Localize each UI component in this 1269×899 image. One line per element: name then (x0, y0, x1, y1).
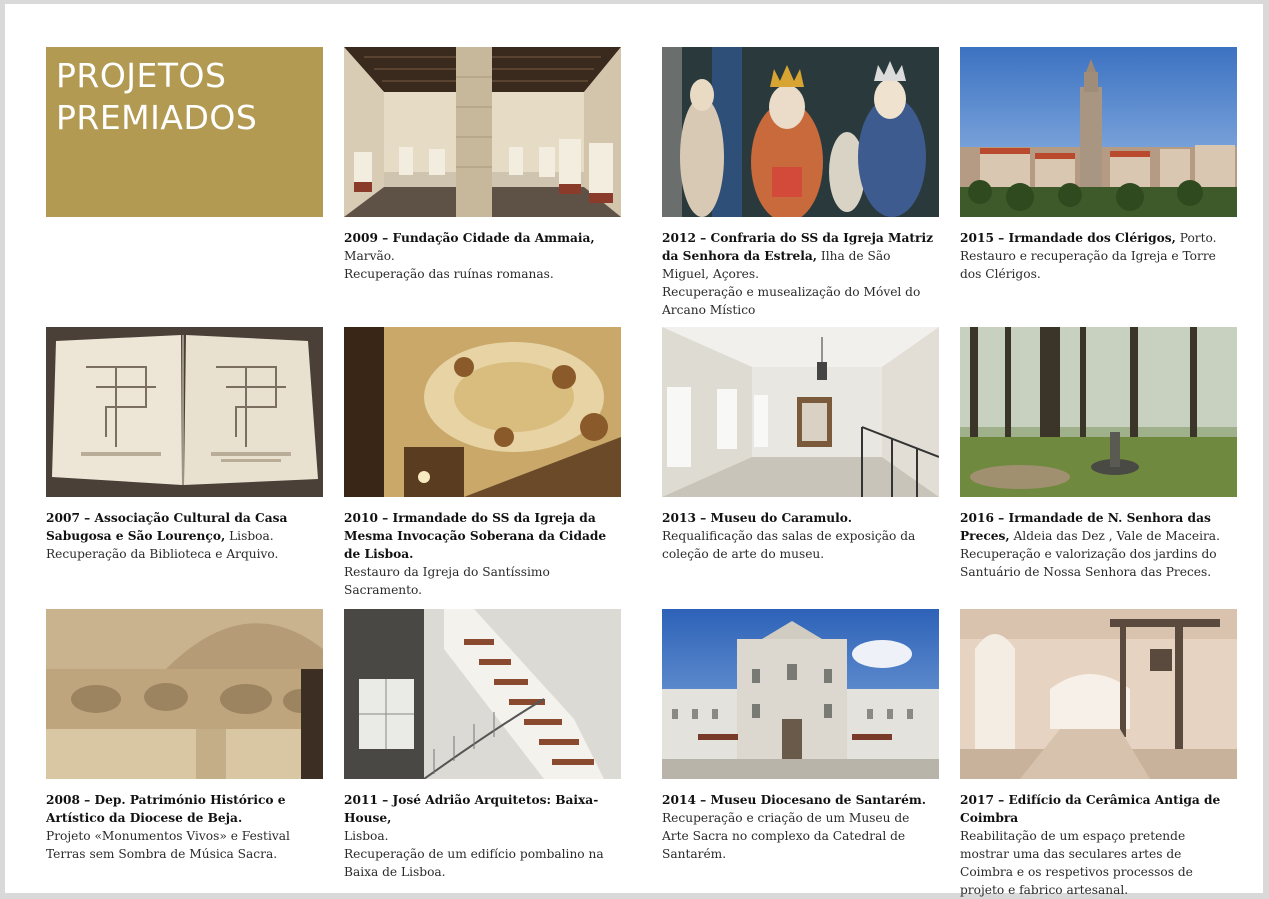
project-year: 2016 (960, 511, 994, 525)
project-card-2012 (662, 47, 939, 319)
project-card-2011 (344, 609, 621, 881)
project-description: Recuperação e musealização do Móvel do Arcano Místico (662, 285, 921, 317)
staircase-photo (344, 609, 621, 779)
project-place: Marvão. (344, 249, 395, 263)
project-card-2007 (46, 327, 323, 563)
project-description: Recuperação de um edifício pombalino na Baixa de Lisboa. (344, 847, 604, 879)
project-caption-2015: 2015 – Irmandade dos Clérigos, Porto. Restauro e recuperação da Igreja e Torre dos Clérigos. (960, 229, 1237, 283)
project-caption-2017: 2017 – Edifício da Cerâmica Antiga de Coimbra Reabilitação de um espaço pretende mostrar uma das seculares artes de Coimbra e os respetivos processos de projeto e fabrico artesanal. (960, 791, 1237, 899)
clerigos-tower-photo (960, 47, 1237, 217)
project-caption-2016: 2016 – Irmandade de N. Senhora das Preces, Aldeia das Dez , Vale de Maceira. Recuperação e valorização dos jardins do Santuário de Nossa Senhora das Preces. (960, 509, 1237, 581)
project-caption-2007: 2007 – Associação Cultural da Casa Sabugosa e São Lourenço, Lisboa. Recuperação da Biblioteca e Arquivo. (46, 509, 323, 563)
museum-gallery-photo (662, 327, 939, 497)
project-caption-2010: 2010 – Irmandade do SS da Igreja da Mesma Invocação Soberana da Cidade de Lisboa. Restauro da Igreja do Santíssimo Sacramento. (344, 509, 621, 599)
project-description: Recuperação das ruínas romanas. (344, 267, 554, 281)
santarem-cathedral-photo (662, 609, 939, 779)
project-year: 2014 (662, 793, 696, 807)
title-box (46, 47, 323, 217)
project-description: Restauro da Igreja do Santíssimo Sacramento. (344, 565, 550, 597)
page-title-line1: PROJETOS (56, 56, 227, 95)
project-year: 2012 (662, 231, 696, 245)
project-caption-2008: 2008 – Dep. Património Histórico e Artístico da Diocese de Beja. Projeto «Monumentos Vivos» e Festival Terras sem Sombra de Música Sacra. (46, 791, 323, 863)
project-year: 2011 (344, 793, 378, 807)
project-place: Ilha de São Miguel, Açores. (662, 249, 891, 281)
project-name: Irmandade do SS da Igreja da Mesma Invocação Soberana da Cidade de Lisboa. (344, 511, 607, 561)
project-description: Restauro e recuperação da Igreja e Torre dos Clérigos. (960, 249, 1216, 281)
carved-capital-photo (46, 609, 323, 779)
project-place: Lisboa. (225, 529, 274, 543)
project-description: Recuperação e valorização dos jardins do Santuário de Nossa Senhora das Preces. (960, 547, 1217, 579)
project-card-2015 (960, 47, 1237, 283)
project-description: Reabilitação de um espaço pretende mostrar uma das seculares artes de Coimbra e os respetivos processos de projeto e fabrico artesanal. (960, 829, 1193, 897)
project-name: Dep. Património Histórico e Artístico da Diocese de Beja. (46, 793, 286, 825)
project-place: Lisboa. (344, 829, 389, 843)
project-year: 2009 (344, 231, 378, 245)
project-year: 2008 (46, 793, 80, 807)
project-place: Aldeia das Dez , Vale de Maceira. (1009, 529, 1220, 543)
project-name: Irmandade de N. Senhora das Preces, (960, 511, 1211, 543)
project-name: Museu do Caramulo. (710, 511, 852, 525)
project-caption-2013: 2013 – Museu do Caramulo. Requalificação das salas de exposição da coleção de arte do museu. (662, 509, 939, 563)
project-description: Recuperação da Biblioteca e Arquivo. (46, 547, 279, 561)
page-title-line2: PREMIADOS (56, 98, 258, 137)
project-year: 2015 (960, 231, 994, 245)
project-card-2016 (960, 327, 1237, 581)
project-card-2017 (960, 609, 1237, 899)
project-name: Irmandade dos Clérigos, (1008, 231, 1176, 245)
project-card-2010 (344, 327, 621, 599)
old-book-photo (46, 327, 323, 497)
project-name: Fundação Cidade da Ammaia, (392, 231, 595, 245)
project-caption-2014: 2014 – Museu Diocesano de Santarém. Recuperação e criação de um Museu de Arte Sacra no complexo da Catedral de Santarém. (662, 791, 939, 863)
project-description: Projeto «Monumentos Vivos» e Festival Terras sem Sombra de Música Sacra. (46, 829, 290, 861)
project-card-2009 (344, 47, 621, 283)
sacred-figurines-photo (662, 47, 939, 217)
project-year: 2010 (344, 511, 378, 525)
project-name: Confraria do SS da Igreja Matriz da Senhora da Estrela, (662, 231, 934, 263)
museum-hall-photo (344, 47, 621, 217)
project-name: José Adrião Arquitetos: Baixa-House, (344, 793, 599, 825)
project-year: 2017 (960, 793, 994, 807)
page (5, 4, 1263, 897)
page-title (56, 55, 257, 139)
project-card-2013 (662, 327, 939, 563)
project-card-2014 (662, 609, 939, 863)
sanctuary-garden-photo (960, 327, 1237, 497)
project-name: Museu Diocesano de Santarém. (710, 793, 926, 807)
baroque-ceiling-photo (344, 327, 621, 497)
project-place: Porto. (1175, 231, 1217, 245)
project-year: 2007 (46, 511, 80, 525)
project-caption-2011: 2011 – José Adrião Arquitetos: Baixa-House, Lisboa. Recuperação de um edifício pombalino na Baixa de Lisboa. (344, 791, 621, 881)
project-card-2008 (46, 609, 323, 863)
ceramics-workshop-photo (960, 609, 1237, 779)
project-name: Edifício da Cerâmica Antiga de Coimbra (960, 793, 1221, 825)
project-year: 2013 (662, 511, 696, 525)
project-caption-2012: 2012 – Confraria do SS da Igreja Matriz da Senhora da Estrela, Ilha de São Miguel, Açores. Recuperação e musealização do Móvel do Arcano Místico (662, 229, 939, 319)
project-name: Associação Cultural da Casa Sabugosa e São Lourenço, (46, 511, 288, 543)
project-caption-2009: 2009 – Fundação Cidade da Ammaia, Marvão. Recuperação das ruínas romanas. (344, 229, 621, 283)
project-description: Recuperação e criação de um Museu de Arte Sacra no complexo da Catedral de Santarém. (662, 811, 910, 861)
project-description: Requalificação das salas de exposição da coleção de arte do museu. (662, 529, 916, 561)
